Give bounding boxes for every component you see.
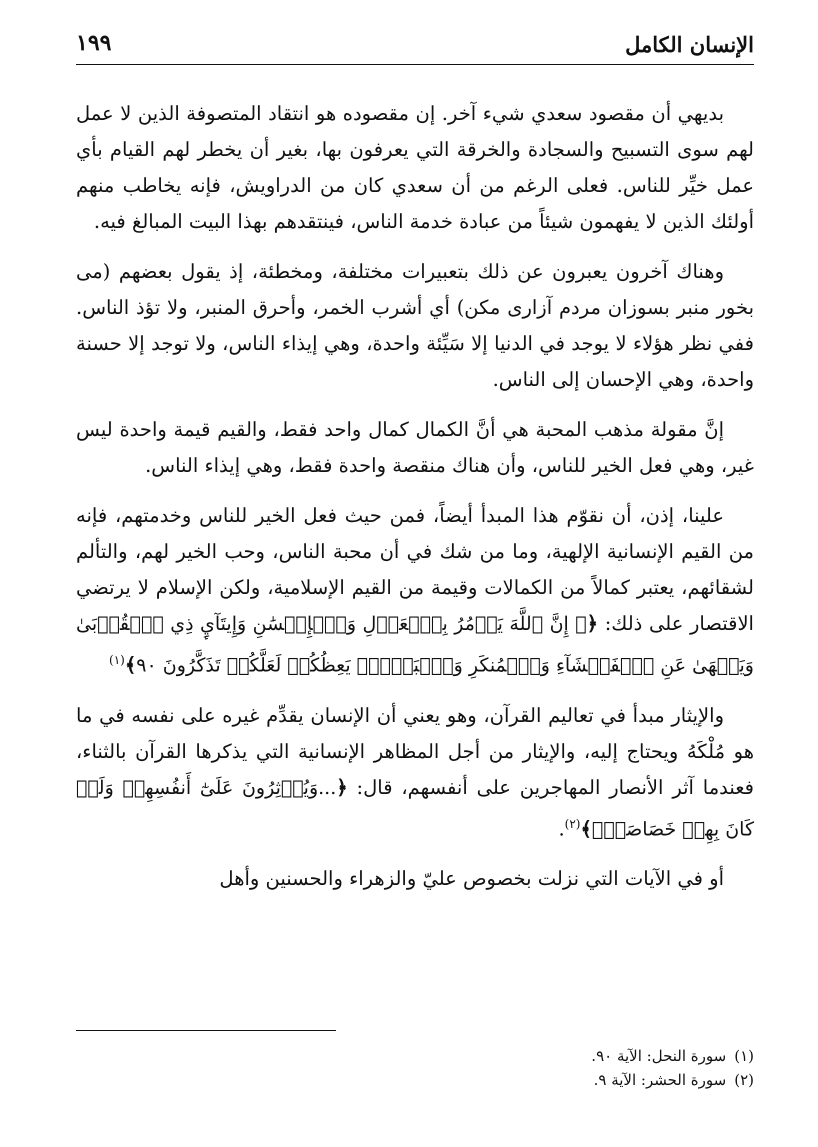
page-number: ١٩٩ [76,30,112,56]
footnote-1 [591,1044,754,1068]
page-body [76,96,754,911]
quran-bracket-close: ﴾ [124,653,137,677]
quran-bracket-close: ﴾ [580,817,592,840]
footnote-number: (٢) [734,1071,754,1089]
paragraph-5-text: والإيثار مبدأ في تعاليم القرآن، وهو يعني أن الإنسان يقدِّم غيره على نفسه في ما هو مُلْكَهُ ويحتاج إليه، والإيثار من أجل المظاهر الإنسانية التي يذكرها القرآن بالثناء، فعندما آثر الأنصار المهاجرين على أنفسهم، قال: [76,703,754,799]
quran-verse-hashr-9: ...وَيُؤۡثِرُونَ عَلَىٰٓ أَنفُسِهِمۡ وَلَوۡ كَانَ بِهِمۡ خَصَاصَةٞۚ [76,776,754,840]
paragraph-3: إنَّ مقولة مذهب المحبة هي أنَّ الكمال كمال واحد فقط، والقيم قيمة واحدة ليس غير، وهي فعل الخير للناس، وأن هناك منقصة واحدة فقط، وهي إيذاء الناس. [76,418,754,477]
footnote-2 [591,1068,754,1092]
footnote-text: سورة الحشر: الآية ٩. [593,1071,727,1089]
paragraph-4-text: علينا، إذن، أن نقوّم هذا المبدأ أيضاً، فمن حيث فعل الخير للناس وخدمتهم، فإنه من القيم الإنسانية الإلهية، وما من شك في أن محبة الناس، وحب الخير لهم، والتألم لشقائهم، يعتبر كمالاً من الكمالات وقيمة من القيم الإسلامية، ولكن الإسلام لا يرتضي الاقتصار على ذلك: [76,504,754,635]
paragraph-6: أو في الآيات التي نزلت بخصوص عليّ والزهراء والحسنين وأهل [219,867,724,890]
paragraph-5 [76,698,754,848]
footnote-separator [76,1030,336,1031]
footnote-ref-2[interactable]: (٢) [564,816,581,831]
footnote-list [591,1044,754,1092]
quran-bracket-open: ﴿ [336,775,348,799]
paragraph-4 [76,498,754,684]
footnote-number: (١) [734,1047,754,1065]
paragraph-5-end: . [558,817,565,840]
quran-verse-nahl-90: ۞ إِنَّ ٱللَّهَ يَأۡمُرُ بِٱلۡعَدۡلِ وَٱلۡإِحۡسَٰنِ وَإِيتَآيِٕ ذِي ٱلۡقُرۡبَىٰ وَيَنۡهَىٰ عَنِ ٱلۡفَحۡشَآءِ وَٱلۡمُنكَرِ وَٱلۡبَغۡيِۚ يَعِظُكُمۡ لَعَلَّكُمۡ تَذَكَّرُونَ ٩٠ [76,613,754,677]
paragraph-2: وهناك آخرون يعبرون عن ذلك بتعبيرات مختلفة، ومخطئة، إذ يقول بعضهم (مى بخور منبر بسوزان مردم آزارى مكن) أي أشرب الخمر، وأحرق المنبر، ولا تؤذ الناس. ففي نظر هؤلاء لا يوجد في الدنيا إلا سَيِّئة واحدة، وهي إيذاء الناس، ولا توجد إلا حسنة واحدة، وهي الإحسان إلى الناس. [76,260,754,391]
footnote-text: سورة النحل: الآية ٩٠. [591,1047,727,1065]
quran-bracket-open: ﴿ [586,612,599,635]
book-title: الإنسان الكامل [625,32,754,57]
running-header [76,28,754,65]
footnote-ref-1[interactable]: (١) [109,653,125,667]
paragraph-1: بديهي أن مقصود سعدي شيء آخر. إن مقصوده هو انتقاد المتصوفة الذين لا عمل لهم سوى التسبيح والسجادة والخرقة التي يعرفون بها، بغير أن يخطر لهم القيام بأي عمل خيِّر للناس. فعلى الرغم من أن سعدي كان من الدراويش، فإنه يخاطب منهم أولئك الذين لا يفهمون شيئاً من عبادة خدمة الناس، فينتقدهم بهذا البيت المبالغ فيه. [76,102,754,233]
